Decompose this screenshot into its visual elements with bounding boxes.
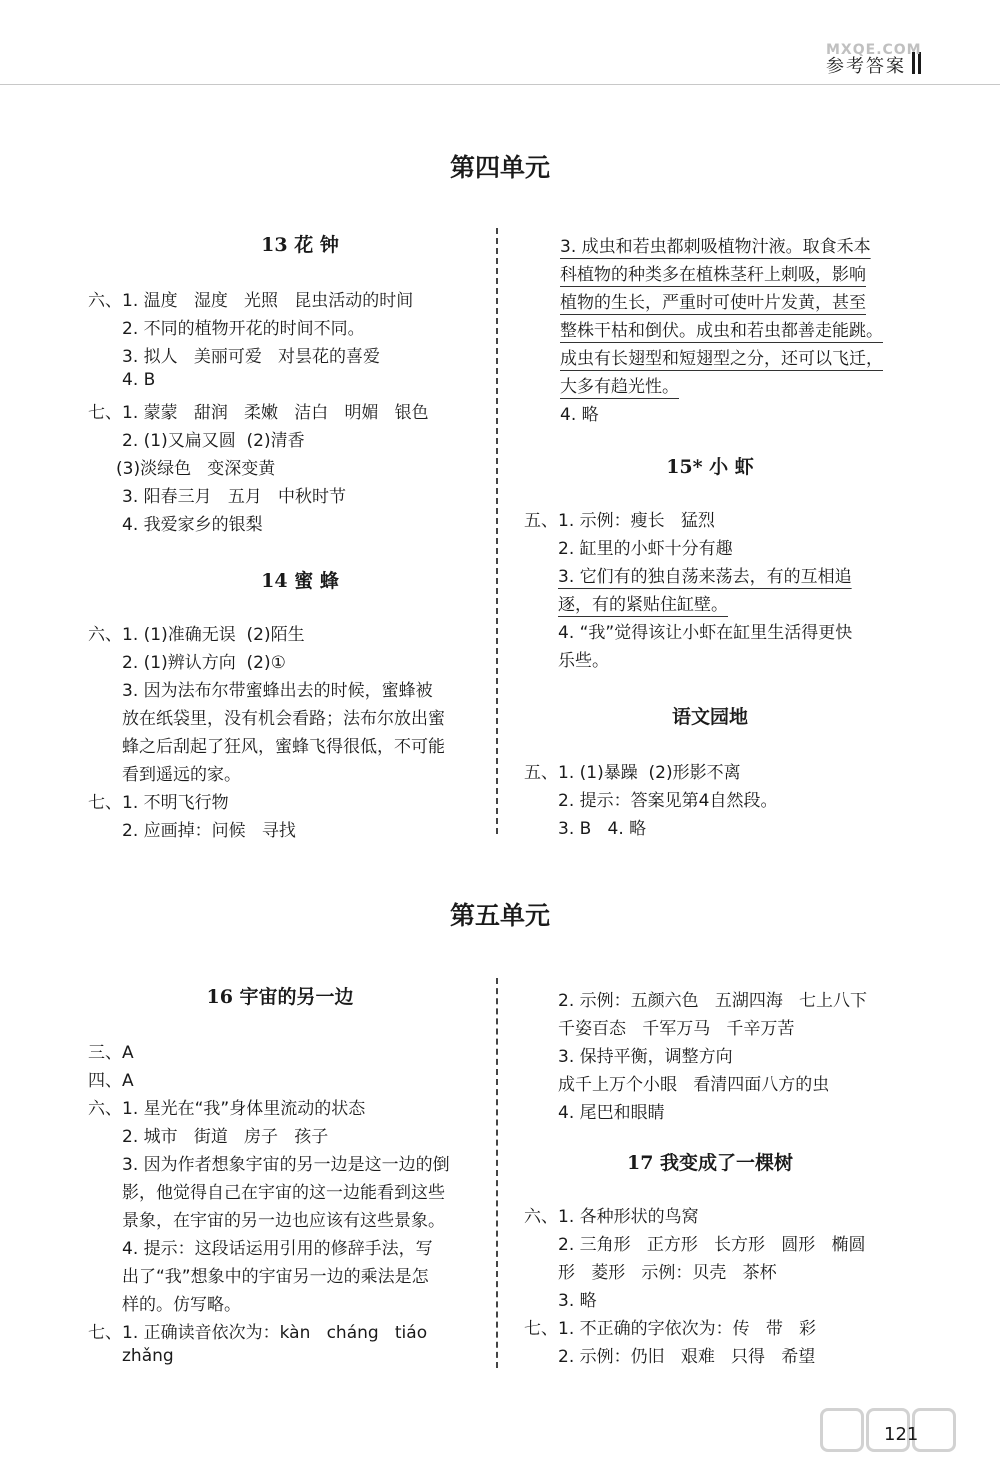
answer-line: 成千上万个小眼 看清四面八方的虫 (558, 1075, 830, 1095)
answer-line: 七、1. 蒙蒙 甜润 柔嫩 洁白 明媚 银色 (88, 403, 429, 423)
answer-line: 2. 应画掉：问候 寻找 (122, 821, 296, 841)
answer-line: 六、1. 温度 湿度 光照 昆虫活动的时间 (88, 291, 414, 311)
column-divider (496, 978, 498, 1368)
answer-line: 3. B 4. 略 (558, 819, 647, 839)
lesson-title: 17 我变成了一棵树 (626, 1152, 794, 1174)
answer-line: 科植物的种类多在植株茎秆上刺吸，影响 (560, 265, 866, 285)
answer-line: zhǎng (122, 1346, 174, 1366)
lesson-title: 14 蜜 蜂 (261, 570, 339, 592)
answer-line: 六、1. 星光在“我”身体里流动的状态 (88, 1099, 366, 1119)
answer-line: 3. 成虫和若虫都刺吸植物汁液。取食禾本 (560, 237, 871, 257)
answer-line: 3. 拟人 美丽可爱 对昙花的喜爱 (122, 347, 381, 367)
answer-line: 3. 因为法布尔带蜜蜂出去的时候，蜜蜂被 (122, 681, 433, 701)
answer-line: 4. 略 (560, 405, 599, 425)
answer-line: 2. 不同的植物开花的时间不同。 (122, 319, 365, 339)
lesson-title: 语文园地 (671, 706, 748, 728)
answer-line: 整株干枯和倒伏。成虫和若虫都善走能跳。 (560, 321, 883, 341)
answer-line: 2. 城市 街道 房子 孩子 (122, 1127, 329, 1147)
lesson-title: 16 宇宙的另一边 (206, 986, 354, 1008)
answer-line: 七、1. 不正确的字依次为：传 带 彩 (524, 1319, 817, 1339)
answer-line: 4. “我”觉得该让小虾在缸里生活得更快 (558, 623, 853, 643)
page-number: 121 (884, 1424, 919, 1445)
answer-line: 2. 缸里的小虾十分有趣 (558, 539, 733, 559)
answer-line: 七、1. 不明飞行物 (88, 793, 229, 813)
answer-line: 4. 提示：这段话运用引用的修辞手法，写 (122, 1239, 433, 1259)
unit-title: 第四单元 (449, 153, 550, 182)
answer-line: 逐，有的紧贴住缸壁。 (558, 595, 728, 615)
answer-line: 3. 保持平衡，调整方向 (558, 1047, 733, 1067)
lesson-title: 13 花 钟 (261, 234, 339, 256)
answer-line: 出了“我”想象中的宇宙另一边的乘法是怎 (122, 1267, 429, 1287)
column-divider (496, 228, 498, 834)
answer-line: 大多有趋光性。 (560, 377, 679, 397)
answer-line: 六、1. 各种形状的鸟窝 (524, 1207, 699, 1227)
answer-line: 3. 它们有的独自荡来荡去，有的互相追 (558, 567, 852, 587)
answer-line: 2. (1)又扁又圆 (2)清香 (122, 431, 305, 451)
unit-title: 第五单元 (449, 901, 550, 930)
answer-line: 2. 提示：答案见第4自然段。 (558, 791, 778, 811)
answer-line: 乐些。 (558, 651, 609, 671)
answer-line: 看到遥远的家。 (122, 765, 241, 785)
answer-line: 四、A (88, 1071, 134, 1091)
answer-line: 放在纸袋里，没有机会看路；法布尔放出蜜 (122, 709, 445, 729)
answer-line: 3. 阳春三月 五月 中秋时节 (122, 487, 347, 507)
answer-line: 3. 略 (558, 1291, 597, 1311)
answer-line: 2. 三角形 正方形 长方形 圆形 椭圆 (558, 1235, 866, 1255)
lesson-title: 15* 小 虾 (666, 456, 754, 478)
answer-line: (3)淡绿色 变深变黄 (116, 459, 276, 479)
answer-line: 三、A (88, 1043, 134, 1063)
answer-line: 2. 示例：五颜六色 五湖四海 七上八下 (558, 991, 868, 1011)
answer-line: 4. B (122, 370, 156, 390)
answer-line: 五、1. 示例：瘦长 猛烈 (524, 511, 715, 531)
answer-line: 千姿百态 千军万马 千辛万苦 (558, 1019, 795, 1039)
answer-line: 蜂之后刮起了狂风，蜜蜂飞得很低，不可能 (122, 737, 445, 757)
answer-line: 形 菱形 示例：贝壳 茶杯 (558, 1263, 777, 1283)
answer-line: 4. 我爱家乡的银梨 (122, 515, 263, 535)
watermark-glyph (820, 1408, 864, 1452)
header-rule (0, 84, 1000, 85)
answer-line: 五、1. (1)暴躁 (2)形影不离 (524, 763, 741, 783)
answer-line: 样的。仿写略。 (122, 1295, 241, 1315)
answer-line: 3. 因为作者想象宇宙的另一边是这一边的倒 (122, 1155, 450, 1175)
answer-line: 六、1. (1)准确无误 (2)陌生 (88, 625, 305, 645)
answer-line: 2. 示例：仍旧 艰难 只得 希望 (558, 1347, 816, 1367)
watermark-text: MXQE.COM (826, 42, 922, 58)
answer-line: 影，他觉得自己在宇宙的这一边能看到这些 (122, 1183, 445, 1203)
answer-line: 植物的生长，严重时可使叶片发黄，甚至 (560, 293, 866, 313)
answer-line: 4. 尾巴和眼睛 (558, 1103, 665, 1123)
answer-line: 七、1. 正确读音依次为：kàn cháng tiáo (88, 1323, 428, 1343)
answer-line: 2. (1)辨认方向 (2)① (122, 653, 286, 673)
answer-line: 成虫有长翅型和短翅型之分，还可以飞迁， (560, 349, 883, 369)
answer-line: 景象，在宇宙的另一边也应该有这些景象。 (122, 1211, 445, 1231)
watermark-glyph (912, 1408, 956, 1452)
header-title: 参考答案 (826, 56, 906, 77)
